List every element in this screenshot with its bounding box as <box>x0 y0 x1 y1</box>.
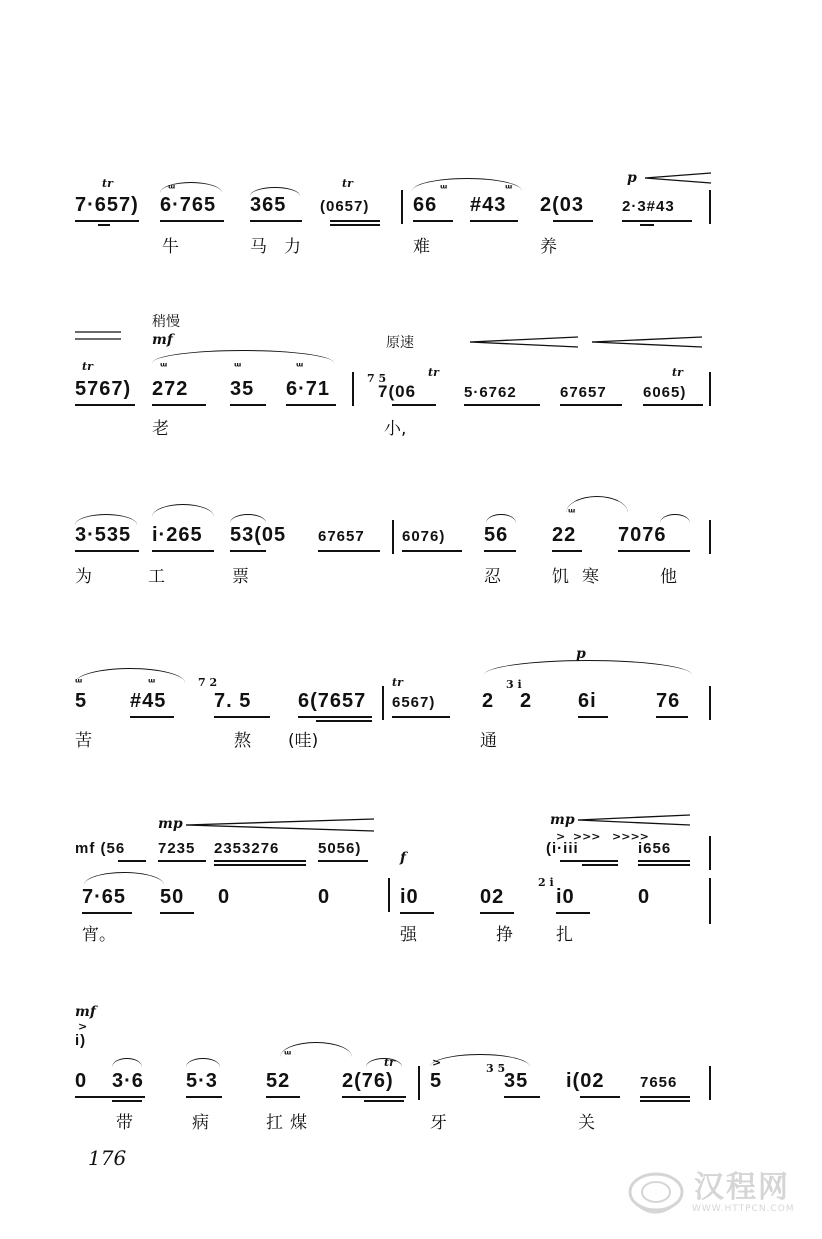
slur <box>430 1054 530 1067</box>
mordent-mark: ᵚ <box>168 182 175 195</box>
note-group: 53(05 <box>230 524 287 546</box>
note-group: i(02 <box>566 1070 605 1092</box>
tempo-marking: 稍慢 <box>152 314 180 330</box>
barline <box>392 520 394 554</box>
underline <box>504 1096 540 1098</box>
note-group: 2·3#43 <box>622 198 675 215</box>
lyric: 通 <box>480 731 497 751</box>
page-number: 176 <box>88 1146 127 1170</box>
underline <box>480 912 514 914</box>
underline <box>342 1096 406 1098</box>
underline <box>318 860 368 862</box>
note-group: 365 <box>250 194 287 216</box>
dynamic-mf: mf <box>75 1004 96 1020</box>
note-group: 3·535 <box>75 524 132 546</box>
grace-notes: 3 i <box>506 678 522 691</box>
note-group: 5 <box>430 1070 443 1092</box>
note-group: 5·6762 <box>464 384 517 401</box>
lyric: 马 <box>250 237 267 257</box>
dynamic-mf: mf <box>152 332 173 348</box>
lyric: 宵。 <box>82 925 116 945</box>
accent-marks: > >>> >>>> <box>556 830 649 843</box>
accent-mark: > <box>78 1020 88 1033</box>
diminuendo-hairpin <box>645 172 713 186</box>
note-group: 35 <box>504 1070 529 1092</box>
underline <box>298 716 372 718</box>
upper-note-group: 5056) <box>318 840 362 857</box>
note-group: i·265 <box>152 524 203 546</box>
underline <box>400 912 434 914</box>
mordent-mark: ᵚ <box>568 506 575 519</box>
slur <box>484 660 692 675</box>
underline <box>330 224 380 226</box>
note-group: #43 <box>470 194 507 216</box>
note-group: 7·65 <box>82 886 127 908</box>
score-system-2 <box>0 308 822 438</box>
note-group: 7(06 <box>378 382 417 401</box>
underline <box>640 224 654 226</box>
trill-mark: tr <box>102 177 113 190</box>
slur <box>486 514 516 523</box>
hairpin <box>75 330 123 342</box>
grace-notes: 3 5 <box>486 1062 506 1075</box>
underline <box>470 220 518 222</box>
underline <box>640 1096 690 1098</box>
barline <box>709 878 711 924</box>
slur <box>84 872 164 885</box>
crescendo-hairpin <box>578 814 692 828</box>
underline <box>464 404 540 406</box>
underline <box>330 220 380 222</box>
score-system-6 <box>0 1000 822 1133</box>
note-group: 22 <box>552 524 577 546</box>
lyric: 饥 <box>552 567 569 587</box>
slur <box>152 504 214 517</box>
note-group: 50 <box>160 886 185 908</box>
underline <box>392 716 450 718</box>
watermark-name: 汉程网 <box>694 1170 790 1205</box>
underline <box>560 404 622 406</box>
note-group: 6i <box>578 690 597 712</box>
note-group: 5·3 <box>186 1070 218 1092</box>
lyric: 忍 <box>484 567 501 587</box>
upper-note-group: 7235 <box>158 840 196 857</box>
underline <box>130 716 174 718</box>
trill-mark: tr <box>672 366 683 379</box>
note-group: 6·71 <box>286 378 331 400</box>
lyric: 票 <box>232 567 249 587</box>
lyric: 小, <box>384 419 407 439</box>
note-group: 5767) <box>75 378 132 400</box>
score-system-1 <box>0 160 822 270</box>
lyric: 老 <box>152 419 169 439</box>
note-group: 0 <box>75 1070 88 1092</box>
underline <box>622 220 692 222</box>
trill-mark: tr <box>384 1056 395 1069</box>
lyric: 为 <box>75 567 92 587</box>
note-group: 0 <box>638 886 651 908</box>
watermark-logo-icon <box>626 1164 688 1218</box>
underline <box>214 864 306 866</box>
underline <box>578 716 608 718</box>
underline <box>75 550 139 552</box>
underline <box>75 220 139 222</box>
underline <box>286 404 336 406</box>
lyric: 寒 <box>582 567 599 587</box>
note-group: 6(7657 <box>298 690 367 712</box>
slur <box>75 668 185 683</box>
grace-notes: 7 5 <box>367 372 387 385</box>
lyric: 扛 <box>266 1113 283 1133</box>
note-group: 2 <box>520 690 533 712</box>
barline <box>388 878 390 912</box>
barline <box>709 372 711 406</box>
dynamic-p: p <box>576 646 586 662</box>
note-group: 6567) <box>392 694 436 711</box>
underline <box>638 864 690 866</box>
lyric: 关 <box>578 1113 595 1133</box>
underline <box>152 550 214 552</box>
underline <box>160 220 224 222</box>
upper-note-group: (i·iii <box>546 840 579 857</box>
note-group: (0657) <box>320 198 370 215</box>
underline <box>364 1100 404 1102</box>
barline <box>709 520 711 554</box>
underline <box>656 716 688 718</box>
underline <box>640 1100 690 1102</box>
slur <box>660 514 690 523</box>
lyric: 难 <box>413 237 430 257</box>
upper-note-group: 2353276 <box>214 840 280 857</box>
barline <box>401 190 403 224</box>
mordent-mark: ᵚ <box>296 360 303 373</box>
mordent-mark: ᵚ <box>284 1048 291 1061</box>
underline <box>82 912 132 914</box>
note-group: 2 <box>482 690 495 712</box>
underline <box>553 220 593 222</box>
note-group: 7076 <box>618 524 667 546</box>
lyric: 牙 <box>430 1113 447 1133</box>
mordent-mark: ᵚ <box>75 676 82 689</box>
underline <box>112 1100 142 1102</box>
note-group: 2(03 <box>540 194 585 216</box>
trill-mark: tr <box>82 360 93 373</box>
underline <box>580 1096 620 1098</box>
trill-mark: tr <box>392 676 403 689</box>
score-system-3 <box>0 492 822 592</box>
underline <box>160 912 194 914</box>
barline <box>382 686 384 720</box>
dynamic-f: f <box>400 850 407 866</box>
lyric: 工 <box>148 567 165 587</box>
note-group: 6076) <box>402 528 446 545</box>
underline <box>413 220 453 222</box>
underline <box>318 550 380 552</box>
note-group: 56 <box>484 524 509 546</box>
underline <box>638 860 690 862</box>
lyric: 病 <box>192 1113 209 1133</box>
note-group: 6065) <box>643 384 687 401</box>
mordent-mark: ᵚ <box>505 182 512 195</box>
barline <box>709 686 711 720</box>
note-group: i0 <box>556 886 575 908</box>
slur <box>230 514 266 523</box>
underline <box>75 404 135 406</box>
mordent-mark: ᵚ <box>160 360 167 373</box>
lyric: 带 <box>116 1113 133 1133</box>
underline <box>230 404 266 406</box>
score-system-5 <box>0 808 822 948</box>
slur <box>186 1058 220 1067</box>
underline <box>186 1096 222 1098</box>
lyric: 扎 <box>556 925 573 945</box>
slur <box>566 496 628 513</box>
underline <box>392 404 436 406</box>
mordent-mark: ᵚ <box>148 676 155 689</box>
lyric: (哇) <box>288 731 319 751</box>
underline <box>402 550 462 552</box>
barline <box>709 836 711 870</box>
note-group: 35 <box>230 378 255 400</box>
dynamic-mp: mp <box>550 812 575 828</box>
underline <box>152 404 206 406</box>
upper-note-group: i) <box>75 1032 87 1049</box>
barline <box>709 190 711 224</box>
note-group: 0 <box>318 886 331 908</box>
note-group: 7·657) <box>75 194 139 216</box>
note-group: 272 <box>152 378 189 400</box>
underline <box>582 864 618 866</box>
note-group: 7. 5 <box>214 690 252 712</box>
note-group: 76 <box>656 690 681 712</box>
slur <box>152 350 334 363</box>
upper-note-group: i656 <box>638 840 672 857</box>
slur <box>112 1058 142 1067</box>
lyric: 他 <box>660 567 677 587</box>
note-group: 67657 <box>318 528 365 545</box>
crescendo-hairpin <box>470 336 580 350</box>
underline <box>484 550 516 552</box>
barline <box>418 1066 420 1100</box>
lyric: 挣 <box>496 925 513 945</box>
underline <box>118 860 146 862</box>
score-system-4 <box>0 642 822 752</box>
barline <box>709 1066 711 1100</box>
underline <box>552 550 582 552</box>
dynamic-p: p <box>627 170 637 186</box>
slur <box>280 1042 352 1057</box>
underline <box>214 716 270 718</box>
lyric: 牛 <box>162 237 179 257</box>
underline <box>250 220 302 222</box>
tempo-marking: 原速 <box>386 335 414 351</box>
barline <box>352 372 354 406</box>
note-group: 52 <box>266 1070 291 1092</box>
watermark-url: WWW.HTTPCN.COM <box>692 1204 795 1214</box>
note-group: 5 <box>75 690 88 712</box>
underline <box>556 912 590 914</box>
lyric: 强 <box>400 925 417 945</box>
mordent-mark: ᵚ <box>440 182 447 195</box>
grace-notes: 2 i <box>538 876 554 889</box>
underline <box>266 1096 300 1098</box>
underline <box>560 860 618 862</box>
note-group: i0 <box>400 886 419 908</box>
note-group: 67657 <box>560 384 607 401</box>
lyric: 煤 <box>290 1113 307 1133</box>
crescendo-hairpin <box>186 818 376 834</box>
lyric: 养 <box>540 237 557 257</box>
mordent-mark: ᵚ <box>234 360 241 373</box>
underline <box>643 404 703 406</box>
watermark <box>626 1158 806 1228</box>
upper-note-group: mf (56 <box>75 840 126 857</box>
note-group: 7656 <box>640 1074 678 1091</box>
dynamic-mp: mp <box>158 816 183 832</box>
lyric: 熬 <box>234 731 251 751</box>
note-group: #45 <box>130 690 167 712</box>
note-group: 66 <box>413 194 438 216</box>
trill-mark: tr <box>428 366 439 379</box>
grace-notes: 7 2 <box>198 676 218 689</box>
underline <box>75 1096 145 1098</box>
note-group: 0 <box>218 886 231 908</box>
note-group: 2(76) <box>342 1070 394 1092</box>
note-group: 3·6 <box>112 1070 144 1092</box>
underline <box>158 860 206 862</box>
underline <box>316 720 372 722</box>
underline <box>98 224 110 226</box>
trill-mark: tr <box>342 177 353 190</box>
hairpin <box>592 336 704 350</box>
note-group: 6·765 <box>160 194 217 216</box>
note-group: 02 <box>480 886 505 908</box>
lyric: 力 <box>284 237 301 257</box>
underline <box>618 550 690 552</box>
accent-mark: > <box>432 1056 442 1069</box>
underline <box>214 860 306 862</box>
lyric: 苦 <box>75 731 92 751</box>
underline <box>230 550 266 552</box>
